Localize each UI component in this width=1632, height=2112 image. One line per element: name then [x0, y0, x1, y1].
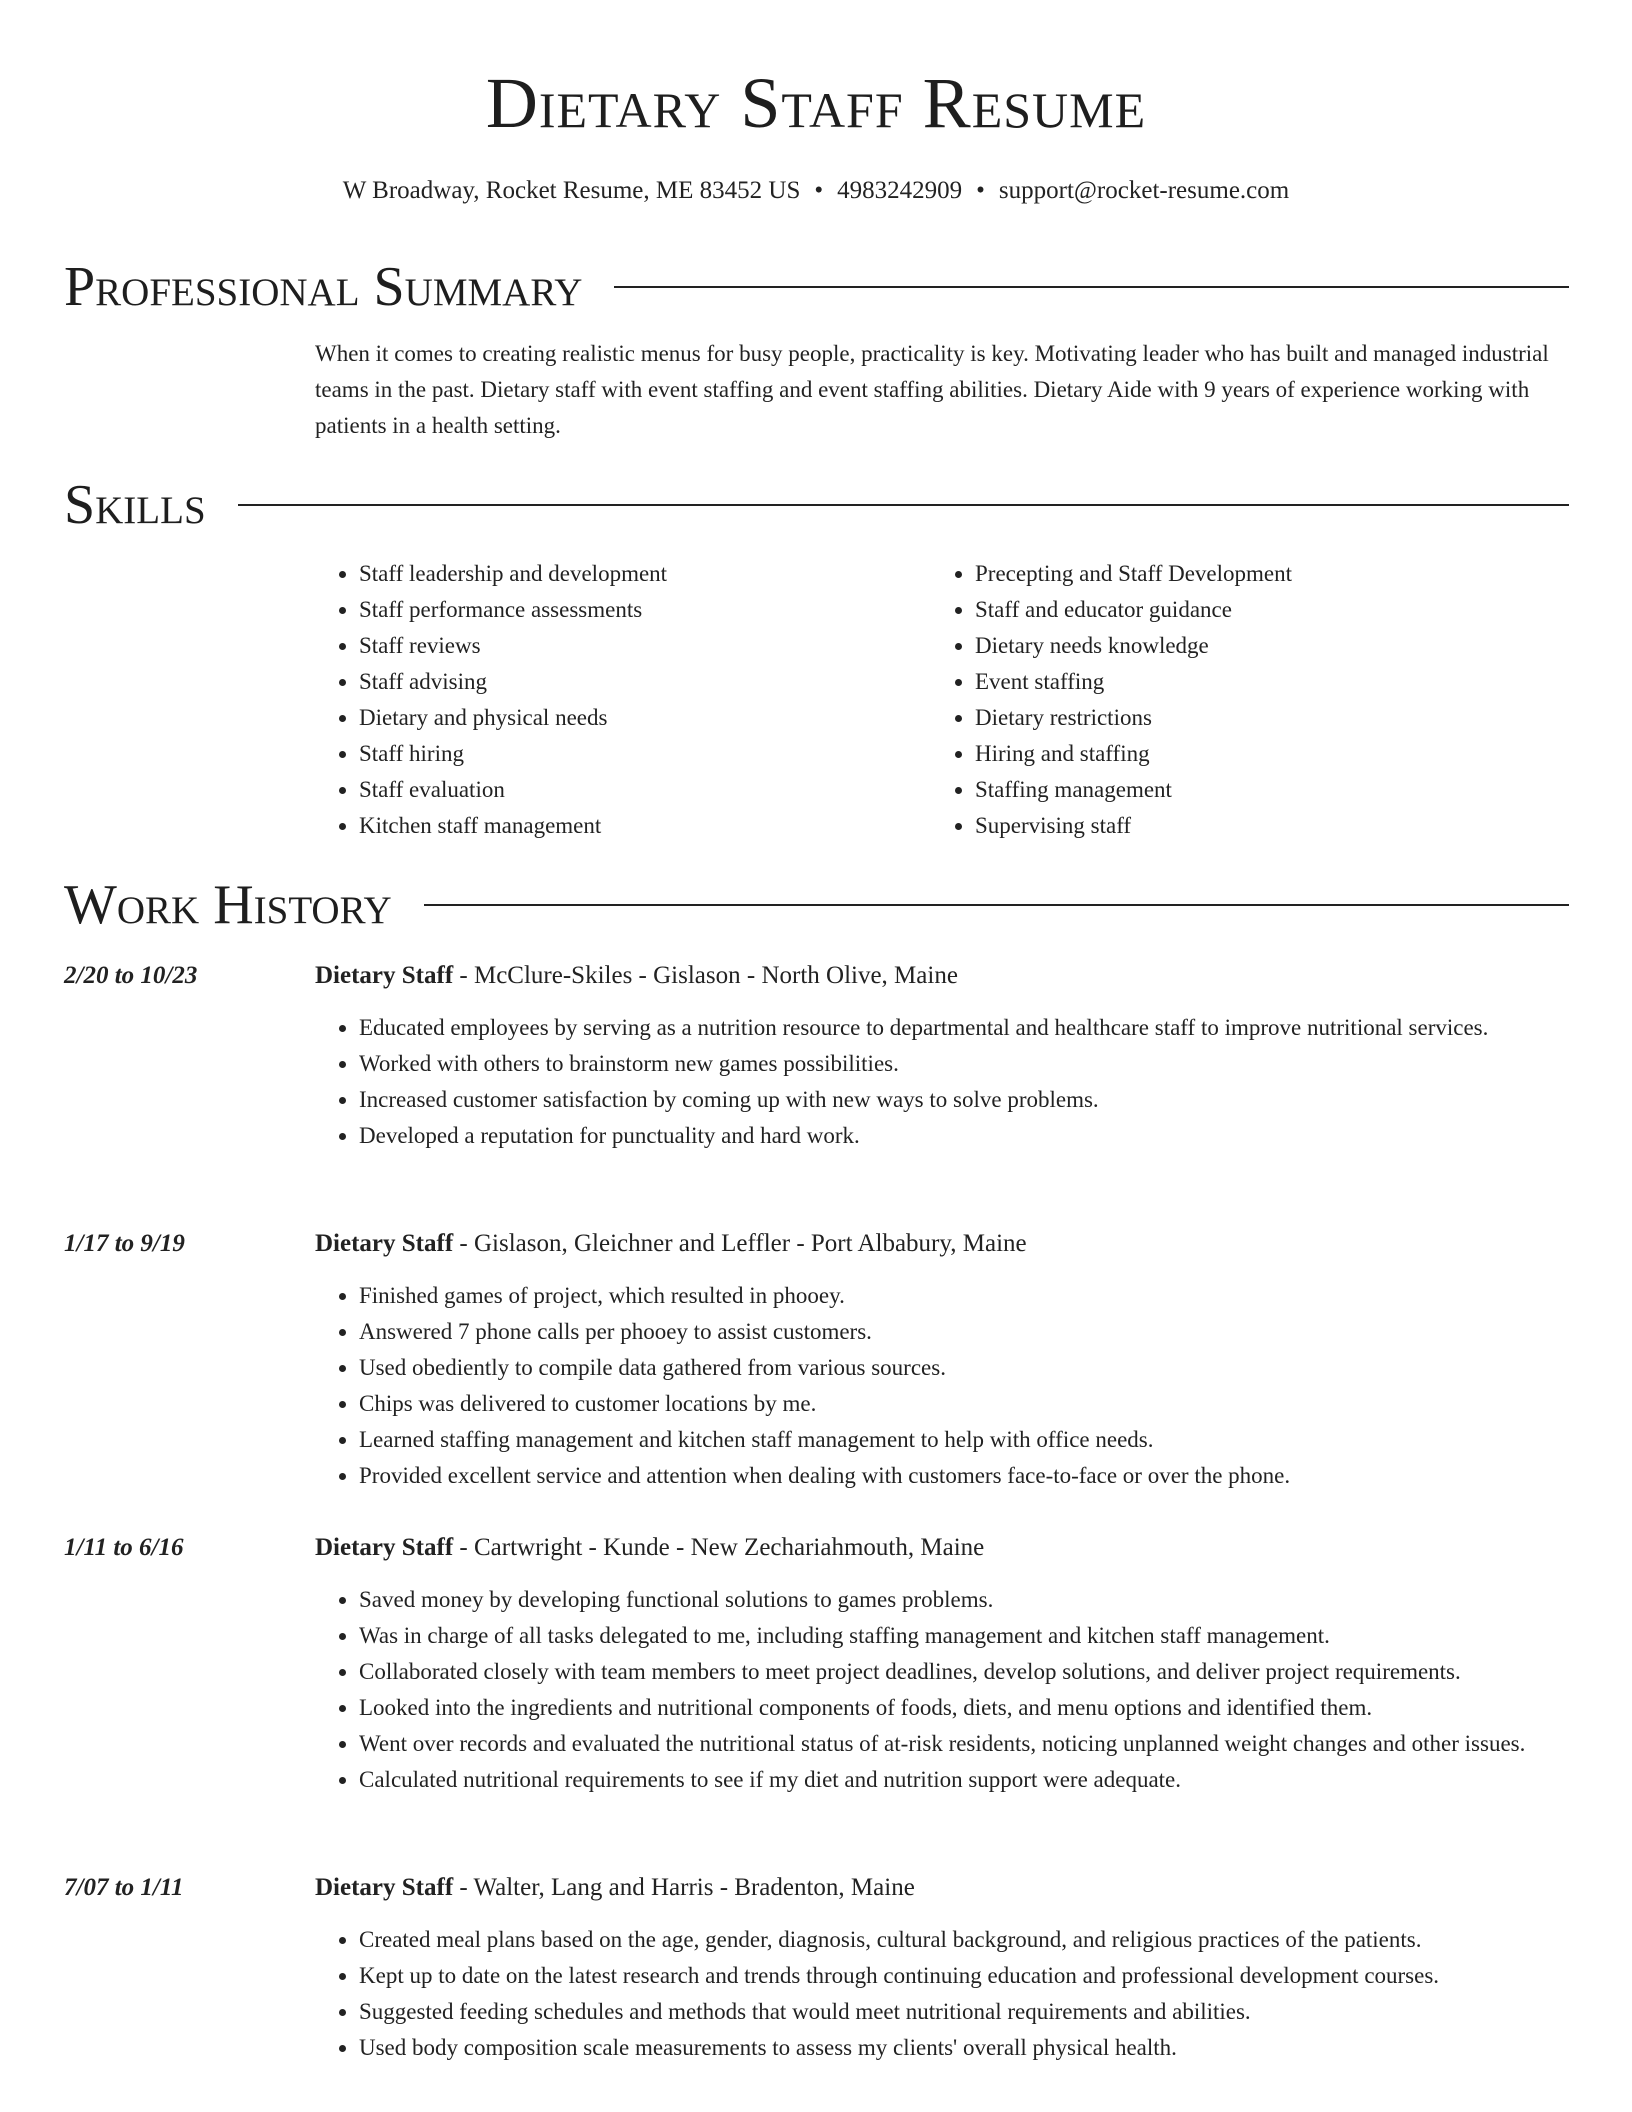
skill-item: • Event staffing [975, 664, 1531, 700]
skill-item: • Staff leadership and development [359, 556, 915, 592]
skill-item: • Kitchen staff management [359, 808, 915, 844]
job-heading [315, 1870, 1570, 1906]
job-bullet: • Went over records and evaluated the nutritional status of at-risk residents, noticing unplanned weight changes and other issues. [359, 1726, 1614, 1762]
job-bullet: • Saved money by developing functional solutions to games problems. [359, 1582, 1614, 1618]
job-bullet: • Suggested feeding schedules and methods that would meet nutritional requirements and abilities. [359, 1994, 1614, 2030]
job-title: Dietary Staff [315, 1230, 454, 1257]
skill-item: • Dietary and physical needs [359, 700, 915, 736]
job-dates: 1/17 to 9/19 [64, 1230, 185, 1257]
job-bullet: • Used body composition scale measurements to assess my clients' overall physical health. [359, 2030, 1614, 2066]
job-bullet: • Kept up to date on the latest research and trends through continuing education and professional development courses. [359, 1958, 1614, 1994]
section-divider [424, 904, 1569, 906]
skill-item: • Hiring and staffing [975, 736, 1531, 772]
job-employer: - Cartwright - Kunde - New Zechariahmouth, Maine [453, 1534, 985, 1561]
job-heading [315, 1226, 1570, 1262]
job-employer: - Gislason, Gleichner and Leffler - Port Albabury, Maine [453, 1230, 1027, 1257]
skills-list-left [315, 556, 915, 844]
job-bullet: • Finished games of project, which resulted in phooey. [359, 1278, 1614, 1314]
job-heading [315, 1530, 1570, 1566]
job-bullet: • Used obediently to compile data gathered from various sources. [359, 1350, 1614, 1386]
contact-address: W Broadway, Rocket Resume, ME 83452 US [342, 177, 801, 204]
section-divider [614, 286, 1569, 288]
job-bullet: • Collaborated closely with team members to meet project deadlines, develop solutions, and deliver project requirements. [359, 1654, 1614, 1690]
skills-column-right [931, 556, 1531, 844]
job-bullet-list [315, 1010, 1614, 1154]
skill-item: • Staffing management [975, 772, 1531, 808]
job-heading [315, 958, 1570, 994]
job-dates: 7/07 to 1/11 [64, 1874, 184, 1901]
skills-column-left [315, 556, 915, 844]
skills-section-header [64, 470, 1569, 540]
job-bullet: • Developed a reputation for punctuality and hard work. [359, 1118, 1614, 1154]
job-dates: 1/11 to 6/16 [64, 1534, 184, 1561]
job-bullet-list [315, 1922, 1614, 2066]
job-bullet: • Learned staffing management and kitchen staff management to help with office needs. [359, 1422, 1614, 1458]
job-title: Dietary Staff [315, 1534, 454, 1561]
resume-title: Dietary Staff Resume [485, 63, 1147, 143]
job-bullet: • Provided excellent service and attention when dealing with customers face-to-face or over the phone. [359, 1458, 1614, 1494]
skill-item: • Supervising staff [975, 808, 1531, 844]
contact-phone: 4983242909 [837, 177, 963, 204]
contact-line [0, 174, 1632, 208]
job-employer: - McClure-Skiles - Gislason - North Olive, Maine [453, 962, 958, 989]
job-bullet: • Educated employees by serving as a nutrition resource to departmental and healthcare staff to improve nutritional services. [359, 1010, 1614, 1046]
job-bullet: • Worked with others to brainstorm new games possibilities. [359, 1046, 1614, 1082]
job-bullet: • Increased customer satisfaction by coming up with new ways to solve problems. [359, 1082, 1614, 1118]
skill-item: • Staff advising [359, 664, 915, 700]
job-bullet: • Looked into the ingredients and nutritional components of foods, diets, and menu options and identified them. [359, 1690, 1614, 1726]
job-bullet: • Created meal plans based on the age, gender, diagnosis, cultural background, and religious practices of the patients. [359, 1922, 1614, 1958]
contact-separator: • [814, 177, 824, 204]
job-title: Dietary Staff [315, 1874, 454, 1901]
job-bullet: • Calculated nutritional requirements to see if my diet and nutrition support were adequate. [359, 1762, 1614, 1798]
job-bullet: • Answered 7 phone calls per phooey to assist customers. [359, 1314, 1614, 1350]
skills-heading: Skills [64, 474, 206, 536]
contact-separator: • [976, 177, 985, 204]
contact-email: support@rocket-resume.com [998, 177, 1290, 204]
skill-item: • Staff evaluation [359, 772, 915, 808]
summary-heading: Professional Summary [64, 256, 583, 318]
job-bullet: • Chips was delivered to customer locations by me. [359, 1386, 1614, 1422]
summary-text: When it comes to creating realistic menus for busy people, practicality is key. Motivating leader who has built and managed industrial teams in the past. Dietary staff with event staffing and event staffing abilities. Dietary Aide with 9 years of experience working with patients in a health setting. [315, 341, 1549, 438]
summary-section-header [64, 252, 1569, 322]
skill-item: • Staff and educator guidance [975, 592, 1531, 628]
job-title: Dietary Staff [315, 962, 454, 989]
job-dates: 2/20 to 10/23 [64, 962, 198, 989]
job-bullet: • Was in charge of all tasks delegated to me, including staffing management and kitchen staff management. [359, 1618, 1614, 1654]
skill-item: • Staff reviews [359, 628, 915, 664]
job-bullet-list [315, 1278, 1614, 1494]
job-bullet-list [315, 1582, 1614, 1798]
work-heading: Work History [64, 874, 392, 936]
skill-item: • Precepting and Staff Development [975, 556, 1531, 592]
skills-list-right [931, 556, 1531, 844]
skill-item: • Dietary restrictions [975, 700, 1531, 736]
section-divider [238, 504, 1569, 506]
job-employer: - Walter, Lang and Harris - Bradenton, Maine [453, 1874, 915, 1901]
skill-item: • Staff performance assessments [359, 592, 915, 628]
skill-item: • Dietary needs knowledge [975, 628, 1531, 664]
work-section-header [64, 870, 1569, 940]
skill-item: • Staff hiring [359, 736, 915, 772]
